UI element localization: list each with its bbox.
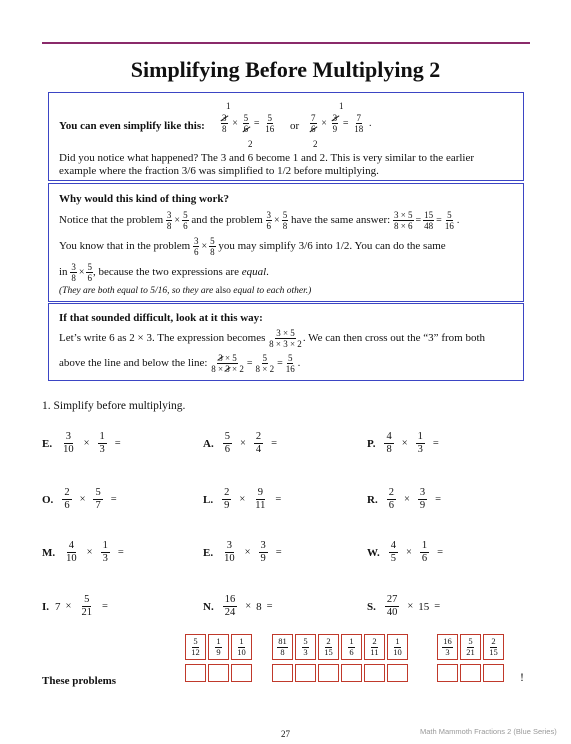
answer-letter-blank[interactable] [295,664,316,682]
box2-heading: Why would this kind of thing work? [59,193,229,205]
fraction: $\frac{5}{6}$ [243,113,249,134]
fraction: $\frac{5}{6}$ [183,209,188,231]
answer-letter-blank[interactable] [208,664,229,682]
fraction: $\frac{3}{9}$ [419,487,426,511]
fraction: $\frac{3}{8}$ [222,113,227,134]
answer-code-cell: $\frac{5}{3}$ [295,634,316,660]
answer-letter-blank[interactable] [318,664,339,682]
box1-paragraph-line2: example where the fraction 3/6 was simplified to 1/2 before multiplying. [59,165,379,177]
answer-code-cell: $\frac{1}{10}$ [387,634,408,660]
answer-group-1 [185,634,252,660]
box2-note: (They are both equal to 5/16, so they are also equal to each other.) [59,286,312,296]
fraction: $\frac{3}{10}$ [224,540,235,564]
answer-blanks-3 [437,664,504,682]
fraction: $\frac{7}{18}$ [354,113,364,134]
fraction: $\frac{1}{3}$ [99,431,105,455]
answer-group-2 [272,634,408,660]
box2-line1: Notice that the problem $\frac{3}{8}$ × $\frac{5}{6}$ and the problem $\frac{3}{6}$ × $\frac{5}{8}$ have the same answer: $\frac{3 \times 5}{8 \times 6}$ = $\frac{15}{48}$ = $\frac{5}{16}$ . [59,209,460,231]
problem-L: L. $\frac{2}{9}$ × $\frac{9}{11}$ = [203,487,282,511]
answer-blanks-1 [185,664,252,682]
answer-code-cell: $\frac{1}{6}$ [341,634,362,660]
answer-letter-blank[interactable] [272,664,293,682]
answer-letter-blank[interactable] [185,664,206,682]
fraction: $\frac{5}{16}$ [444,209,454,231]
answer-letter-blank[interactable] [437,664,458,682]
fraction: $\frac{5}{6}$ [224,431,230,455]
fraction: $\frac{5}{16}$ [285,352,295,374]
fraction: $\frac{5}{8 \times 2}$ [255,352,275,374]
problem-P: P. $\frac{4}{8}$ × $\frac{1}{3}$ = [367,431,439,455]
problem-M: M. $\frac{4}{10}$ × $\frac{1}{3}$ = [42,540,124,564]
ex1-expression: $\frac{3}{8}$ × $\frac{5}{6}$ = $\frac{5}{16}$ [222,113,275,134]
fraction: $\frac{5}{8}$ [210,235,215,257]
problem-N: N. $\frac{16}{24}$ × 8 = [203,594,273,618]
problem-I: I. 7 × $\frac{5}{21}$ = [42,594,108,618]
title-rule [42,42,530,44]
fraction: $\frac{3 \times 5}{8 \times 3 \times 2}$ [269,327,302,349]
answer-code-cell: $\frac{2}{11}$ [364,634,385,660]
fraction: $\frac{16}{24}$ [224,594,236,618]
fraction: $\frac{5}{21}$ [81,594,92,618]
fraction: $\frac{1}{3}$ [417,431,423,455]
page-title: Simplifying Before Multiplying 2 [130,57,441,82]
fraction: $\frac{3}{10}$ [63,431,74,455]
fraction: $\frac{4}{10}$ [66,540,77,564]
fraction: $\frac{4}{8}$ [386,431,392,455]
problem-R: R. $\frac{2}{6}$ × $\frac{3}{9}$ = [367,487,442,511]
answer-letter-blank[interactable] [231,664,252,682]
fraction: $\frac{3}{6}$ [193,235,199,257]
answer-code-cell: $\frac{2}{15}$ [318,634,339,660]
problem-O: O. $\frac{2}{6}$ × $\frac{5}{7}$ = [42,487,117,511]
explanation-box-why [48,183,524,302]
fraction: $\frac{5}{8}$ [282,209,288,231]
ex2-expression: $\frac{7}{6}$ × $\frac{3}{9}$ = $\frac{7}{18}$ . [311,113,372,134]
fraction: $\frac{27}{40}$ [386,594,398,618]
box2-line3: in $\frac{3}{8}$ × $\frac{5}{6}$ , because the two expressions are equal . [59,261,269,283]
fraction: $\frac{15}{48}$ [424,209,434,231]
answer-code-cell: $\frac{5}{12}$ [185,634,206,660]
problem-A: A. $\frac{5}{6}$ × $\frac{2}{4}$ = [203,431,278,455]
answer-letter-blank[interactable] [387,664,408,682]
fraction: $\frac{2}{6}$ [64,487,70,511]
fraction: $\frac{7}{6}$ [311,113,316,134]
fraction: $\frac{3 \times 5}{8 \times 3 \times 2}$ [211,352,244,374]
answer-code-cell: $\frac{2}{15}$ [483,634,504,660]
footer-credit: Math Mammoth Fractions 2 (Blue Series) [420,727,557,736]
fraction: $\frac{4}{5}$ [390,540,396,564]
box3-heading: If that sounded difficult, look at it this way: [59,312,263,324]
ex1-cancel-top: 1 [226,101,231,111]
page-number: 27 [281,729,290,739]
box1-heading: You can even simplify like this: [59,120,205,132]
fraction: $\frac{5}{6}$ [87,261,92,283]
fraction: $\frac{3 \times 5}{8 \times 6}$ [393,209,413,231]
ex1-cancel-bottom: 2 [248,139,253,149]
fraction: $\frac{3}{8}$ [71,261,76,283]
fraction: $\frac{1}{3}$ [102,540,108,564]
box3-line2: above the line and below the line: $\frac{3 \times 5}{8 \times 3 \times 2}$ = $\frac{5}{8 \times 2}$ = $\frac{5}{16}$ . [59,352,301,374]
answer-letter-blank[interactable] [341,664,362,682]
exclamation-mark: ! [520,670,524,684]
answer-blanks-2 [272,664,408,682]
fraction: $\frac{2}{9}$ [224,487,230,511]
fraction: $\frac{1}{6}$ [421,540,428,564]
ex2-cancel-top: 1 [339,101,344,111]
answer-code-cell: $\frac{1}{9}$ [208,634,229,660]
answer-group-3 [437,634,504,660]
answer-letter-blank[interactable] [483,664,504,682]
fraction: $\frac{2}{4}$ [255,431,262,455]
fraction: $\frac{5}{16}$ [265,113,275,134]
fraction: $\frac{2}{6}$ [388,487,394,511]
example-box-simplify [48,92,524,181]
problem-E: E. $\frac{3}{10}$ × $\frac{1}{3}$ = [42,431,121,455]
fraction: $\frac{3}{9}$ [332,113,338,134]
answer-code-cell: $\frac{1}{10}$ [231,634,252,660]
exercise-instruction: 1. Simplify before multiplying. [42,400,186,412]
fraction: $\frac{3}{8}$ [166,209,172,231]
problem-W: W. $\frac{4}{5}$ × $\frac{1}{6}$ = [367,540,444,564]
answer-code-cell: $\frac{81}{8}$ [272,634,293,660]
or-text: or [290,120,300,132]
fraction: $\frac{3}{6}$ [266,209,272,231]
explanation-box-alternative [48,303,524,381]
fraction: $\frac{3}{9}$ [260,540,266,564]
box1-paragraph: Did you notice what happened? The 3 and 6 become 1 and 2. This is very similar to the earlier [59,152,475,164]
answer-letter-blank[interactable] [364,664,385,682]
ex2-cancel-bottom: 2 [313,139,318,149]
answer-code-cell: $\frac{5}{21}$ [460,634,481,660]
answer-code-cell: $\frac{16}{3}$ [437,634,458,660]
fraction: $\frac{9}{11}$ [255,487,266,511]
box3-line1: Let’s write 6 as 2 × 3. The expression becomes $\frac{3 \times 5}{8 \times 3 \times 2}$ . We can then cross out the “3” from both [59,327,486,349]
problem-S: S. $\frac{27}{40}$ × 15 = [367,594,441,618]
box2-line2: You know that in the problem $\frac{3}{6}$ × $\frac{5}{8}$ you may simplify 3/6 into 1/2. You can do the same [59,235,446,257]
problem-E: E. $\frac{3}{10}$ × $\frac{3}{9}$ = [203,540,282,564]
fraction: $\frac{5}{7}$ [95,487,101,511]
these-problems-label: These problems [42,675,117,687]
answer-letter-blank[interactable] [460,664,481,682]
